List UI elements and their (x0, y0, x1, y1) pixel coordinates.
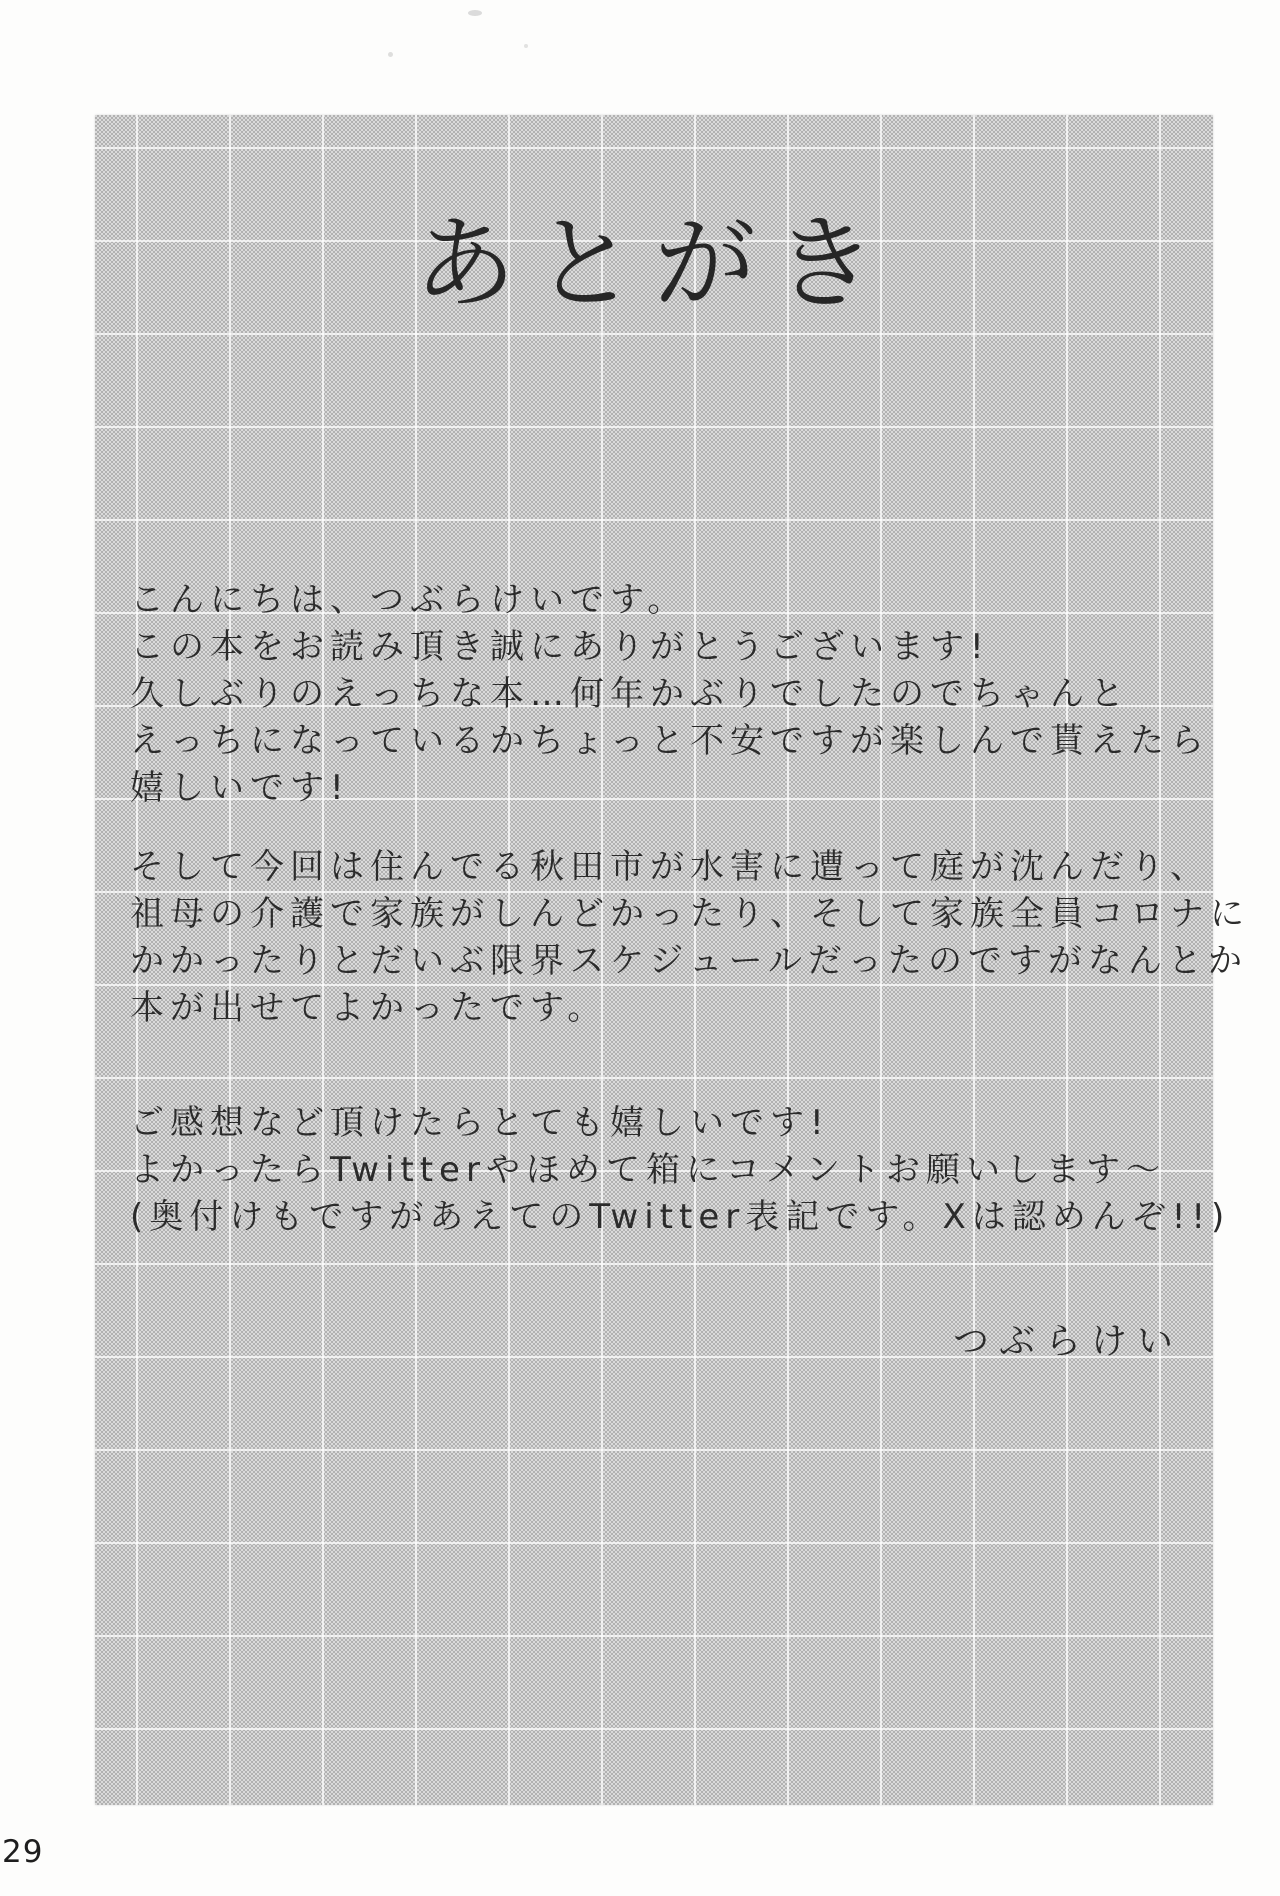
afterword-sheet (95, 115, 1250, 1805)
page-number: 29 (2, 1834, 44, 1870)
scan-noise-speck (468, 10, 482, 16)
text-line: かかったりとだいぶ限界スケジュールだったのですがなんとか (130, 941, 1248, 981)
text-line: 嬉しいです! (130, 768, 350, 808)
text-line: そして今回は住んでる秋田市が水害に遭って庭が沈んだり、 (130, 847, 1210, 887)
page-title: あとがき (414, 205, 894, 324)
text-line: こんにちは、つぶらけいです。 (130, 580, 688, 620)
text-line: 祖母の介護で家族がしんどかったり、そして家族全員コロナに (130, 894, 1250, 934)
text-line: よかったらTwitterやほめて箱にコメントお願いします〜 (130, 1150, 1166, 1190)
text-line: えっちになっているかちょっと不安ですが楽しんで貰えたら (130, 721, 1210, 761)
author-signature: つぶらけい (952, 1321, 1183, 1362)
text-line: ご感想など頂けたらとても嬉しいです! (130, 1103, 830, 1143)
text-line: この本をお読み頂き誠にありがとうございます! (130, 627, 990, 667)
text-line: (奥付けもですがあえてのTwitter表記です。Xは認めんぞ!!) (130, 1197, 1231, 1237)
paragraph-feedback-request (130, 1100, 1231, 1241)
paragraph-greeting (130, 577, 1210, 812)
paragraph-hardships (130, 844, 1250, 1032)
scan-noise-speck (388, 52, 393, 57)
scan-noise-speck (524, 44, 528, 48)
text-line: 本が出せてよかったです。 (130, 988, 608, 1028)
text-line: 久しぶりのえっちな本…何年かぶりでしたのでちゃんと (130, 674, 1130, 714)
